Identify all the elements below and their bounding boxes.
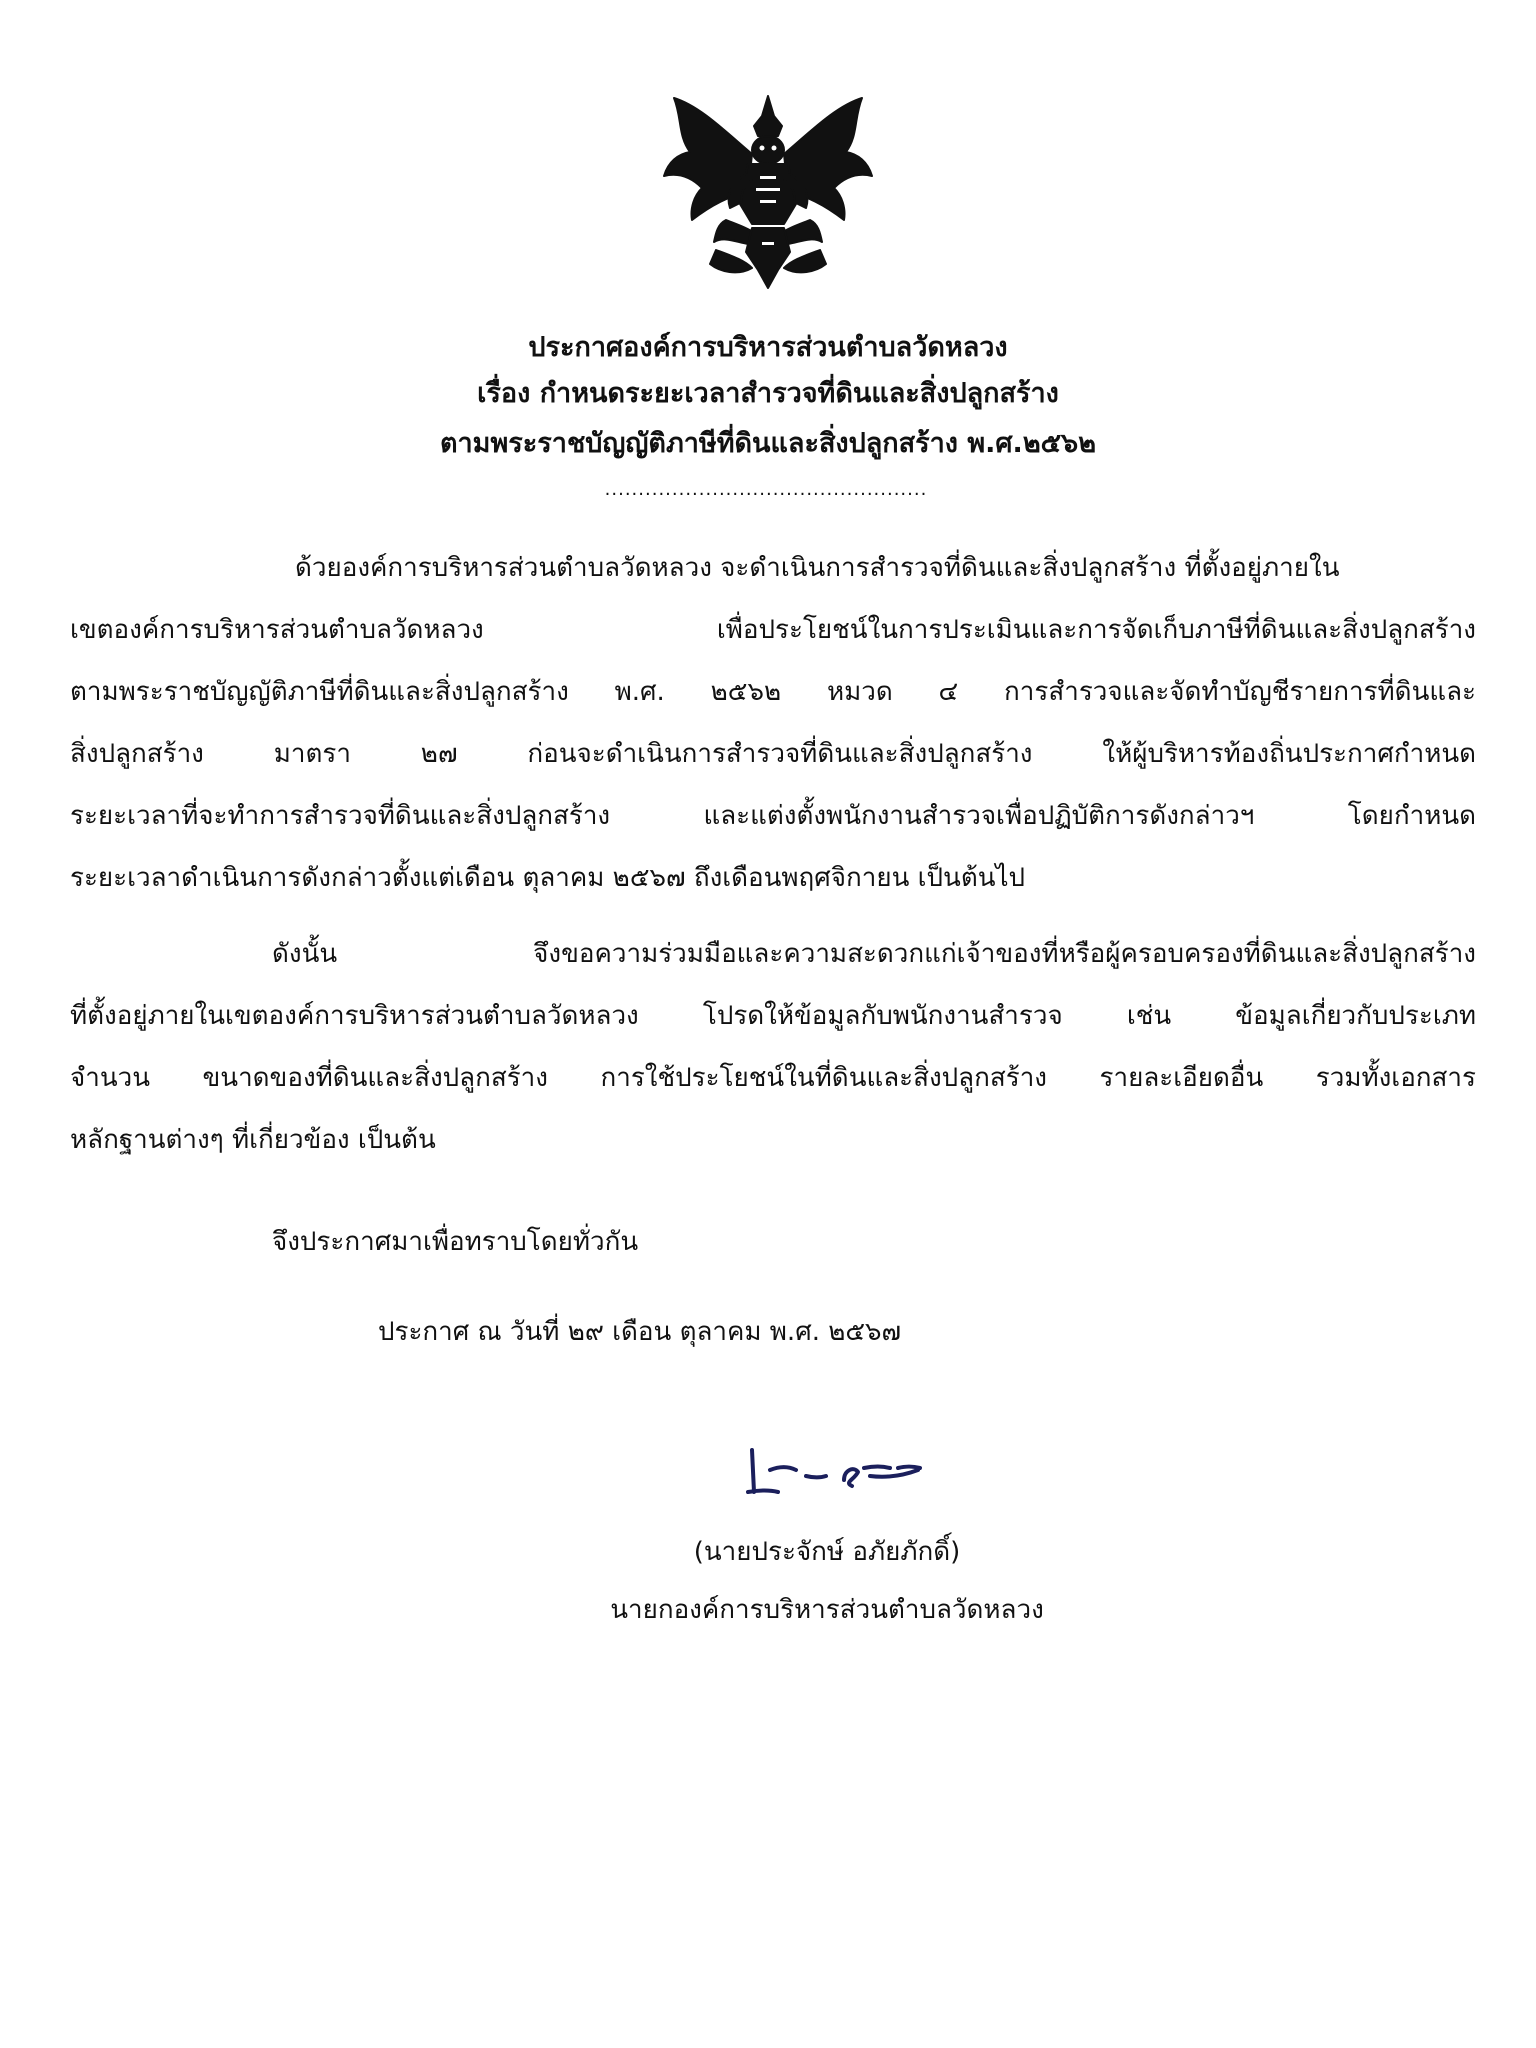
- paragraph1-line: ระยะเวลาที่จะทำการสำรวจที่ดินและสิ่งปลูกสร้าง และแต่งตั้งพนักงานสำรวจเพื่อปฏิบัติการดังกล่าวฯ โดยกำหนด: [70, 801, 1476, 831]
- garuda-emblem-icon: [656, 92, 880, 292]
- paragraph1-line: เขตองค์การบริหารส่วนตำบลวัดหลวง เพื่อประโยชน์ในการประเมินและการจัดเก็บภาษีที่ดินและสิ่งปลูกสร้าง: [70, 615, 1476, 645]
- signer-name: (นายประจักษ์ อภัยภักดิ์): [693, 1537, 961, 1567]
- paragraph2-line: จำนวน ขนาดของที่ดินและสิ่งปลูกสร้าง การใช้ประโยชน์ในที่ดินและสิ่งปลูกสร้าง รายละเอียดอื่น รวมทั้งเอกสาร: [70, 1063, 1476, 1093]
- paragraph1-line: ระยะเวลาดำเนินการดังกล่าวตั้งแต่เดือน ตุลาคม ๒๕๖๗ ถึงเดือนพฤศจิกายน เป็นต้นไป: [70, 863, 1026, 893]
- paragraph2-line: หลักฐานต่างๆ ที่เกี่ยวข้อง เป็นต้น: [70, 1125, 436, 1155]
- handwritten-signature: [740, 1440, 930, 1510]
- closing-statement: จึงประกาศมาเพื่อทราบโดยทั่วกัน: [272, 1227, 639, 1257]
- announcement-title: ประกาศองค์การบริหารส่วนตำบลวัดหลวง: [528, 332, 1008, 363]
- paragraph1-line: สิ่งปลูกสร้าง มาตรา ๒๗ ก่อนจะดำเนินการสำรวจที่ดินและสิ่งปลูกสร้าง ให้ผู้บริหารท้องถิ่นประกาศกำหนด: [70, 739, 1476, 769]
- paragraph1-line: ตามพระราชบัญญัติภาษีที่ดินและสิ่งปลูกสร้าง พ.ศ. ๒๕๖๒ หมวด ๔ การสำรวจและจัดทำบัญชีรายการที่ดินและ: [70, 677, 1477, 707]
- announcement-date: ประกาศ ณ วันที่ ๒๙ เดือน ตุลาคม พ.ศ. ๒๕๖๗: [378, 1317, 902, 1347]
- announcement-legal-basis: ตามพระราชบัญญัติภาษีที่ดินและสิ่งปลูกสร้าง พ.ศ.๒๕๖๒: [439, 428, 1096, 459]
- paragraph1-line: ด้วยองค์การบริหารส่วนตำบลวัดหลวง จะดำเนินการสำรวจที่ดินและสิ่งปลูกสร้าง ที่ตั้งอยู่ภายใน: [295, 553, 1340, 583]
- announcement-subject: เรื่อง กำหนดระยะเวลาสำรวจที่ดินและสิ่งปลูกสร้าง: [477, 378, 1059, 409]
- signer-title: นายกองค์การบริหารส่วนตำบลวัดหลวง: [610, 1595, 1044, 1625]
- paragraph2-line: ดังนั้น จึงขอความร่วมมือและความสะดวกแก่เจ้าของที่หรือผู้ครอบครองที่ดินและสิ่งปลูกสร้าง: [272, 939, 1476, 969]
- paragraph2-line: ที่ตั้งอยู่ภายในเขตองค์การบริหารส่วนตำบลวัดหลวง โปรดให้ข้อมูลกับพนักงานสำรวจ เช่น ข้อมูลเกี่ยวกับประเภท: [70, 1001, 1476, 1031]
- separator-dots: ................................................: [604, 479, 928, 500]
